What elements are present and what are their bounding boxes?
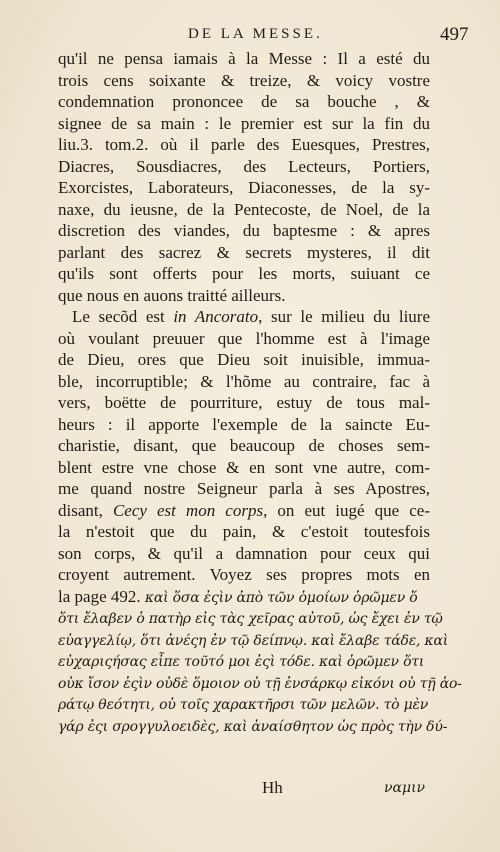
text-line: qu'il ne pensa iamais à la Messe : Il a esté du xyxy=(58,49,430,68)
text-line: charistie, disant, que beaucoup de choses sem- xyxy=(58,436,430,455)
page-footer xyxy=(0,778,500,802)
text-line: condemnation prononcee de sa bouche , & xyxy=(58,92,430,111)
text-line: Diacres, Sousdiacres, des Lecteurs, Portiers, xyxy=(58,156,430,176)
text-run: disant, xyxy=(58,500,113,520)
text-line: discretion des viandes, du baptesme : & apres xyxy=(58,221,430,240)
text-line: où voulant preuuer que l'homme est à l'image xyxy=(58,328,430,348)
greek-line: ὅτι ἔλαβεν ὁ πατὴρ εἰς τὰς χεῖρας αὐτοῦ, ὡς ἔχει ἐν τῷ xyxy=(58,611,443,627)
text-line: parlant des sacrez & secrets mysteres, il dit xyxy=(58,242,430,262)
page-header xyxy=(0,22,500,48)
body-text xyxy=(58,48,462,738)
text-line: ble, incorruptible; & l'hõme au contraire, fac à xyxy=(58,371,430,391)
text-run: Le secõd est xyxy=(72,307,174,326)
text-line: que nous en auons traitté ailleurs. xyxy=(58,285,286,305)
text-line xyxy=(58,500,430,522)
text-run: , on eut iugé que ce- xyxy=(263,500,430,520)
text-line: la n'estoit que du pain, & c'estoit toutesfois xyxy=(58,522,430,541)
running-head: DE LA MESSE. xyxy=(188,26,323,42)
signature-mark: Hh xyxy=(262,778,283,797)
text-line: liu.3. tom.2. où il parle des Euesques, Prestres, xyxy=(58,135,430,154)
text-run: , sur le milieu du liure xyxy=(258,307,431,326)
text-line: blent estre vne chose & en sont vne autre, com- xyxy=(58,457,430,477)
page-number: 497 xyxy=(440,24,469,45)
text-line: qu'ils sont offerts pour les morts, suiuant ce xyxy=(58,264,430,283)
text-line: heurs : il apporte l'exemple de la saincte Eu- xyxy=(58,414,430,434)
text-line: signee de sa main : le premier est sur la fin du xyxy=(58,113,430,133)
italic-quotation: Cecy est mon corps xyxy=(112,500,264,520)
text-line: trois cens soixante & treize, & voicy vostre xyxy=(58,70,430,90)
text-line: me quand nostre Seigneur parla à ses Apostres, xyxy=(58,479,430,498)
italic-citation: in Ancorato xyxy=(173,307,259,326)
text-line: croyent autrement. Voyez ses propres mots en xyxy=(58,565,430,584)
text-line: Exorcistes, Laborateurs, Diaconesses, de la sy- xyxy=(58,178,430,197)
text-line xyxy=(58,586,430,610)
greek-line: εὐχαριςήσας εἶπε τοῦτό μοι ἐςὶ τόδε. καὶ ὁρῶμεν ὅτι xyxy=(58,654,425,670)
paragraph-start-line xyxy=(58,306,430,328)
text-line: de Dieu, ores que Dieu soit inuisible, immua- xyxy=(58,350,430,369)
greek-quotation: καὶ ὅσα ἐςὶν ἀπὸ τῶν ὁμοίων ὁρῶμεν ὅ xyxy=(144,589,418,606)
text-line: son corps, & qu'il a damnation pour ceux qui xyxy=(58,543,430,563)
greek-line: οὐκ ἴσον ἐςὶν οὐδὲ ὅμοιον οὐ τῇ ἐνσάρκῳ εἰκόνι οὐ τῇ ἀο- xyxy=(58,675,462,692)
text-line: naxe, du ieusne, de la Pentecoste, de Noel, de la xyxy=(58,199,430,219)
text-run: la page 492. xyxy=(58,586,145,606)
catchword: ναμιν xyxy=(384,780,426,796)
greek-line: εὐαγγελίῳ, ὅτι ἀνέςη ἐν τῷ δείπνῳ. καὶ ἔλαβε τάδε, καὶ xyxy=(58,632,449,649)
greek-line: γάρ ἐςι σρογγυλοειδὲς, καὶ ἀναίσθητον ὡς πρὸς τὴν δύ- xyxy=(58,718,448,735)
greek-line: ράτῳ θεότητι, οὐ τοῖς χαρακτῆρσι τῶν μελῶν. τὸ μὲν xyxy=(58,697,429,713)
text-line: vers, boëtte de pourriture, estuy de tous mal- xyxy=(58,393,430,412)
